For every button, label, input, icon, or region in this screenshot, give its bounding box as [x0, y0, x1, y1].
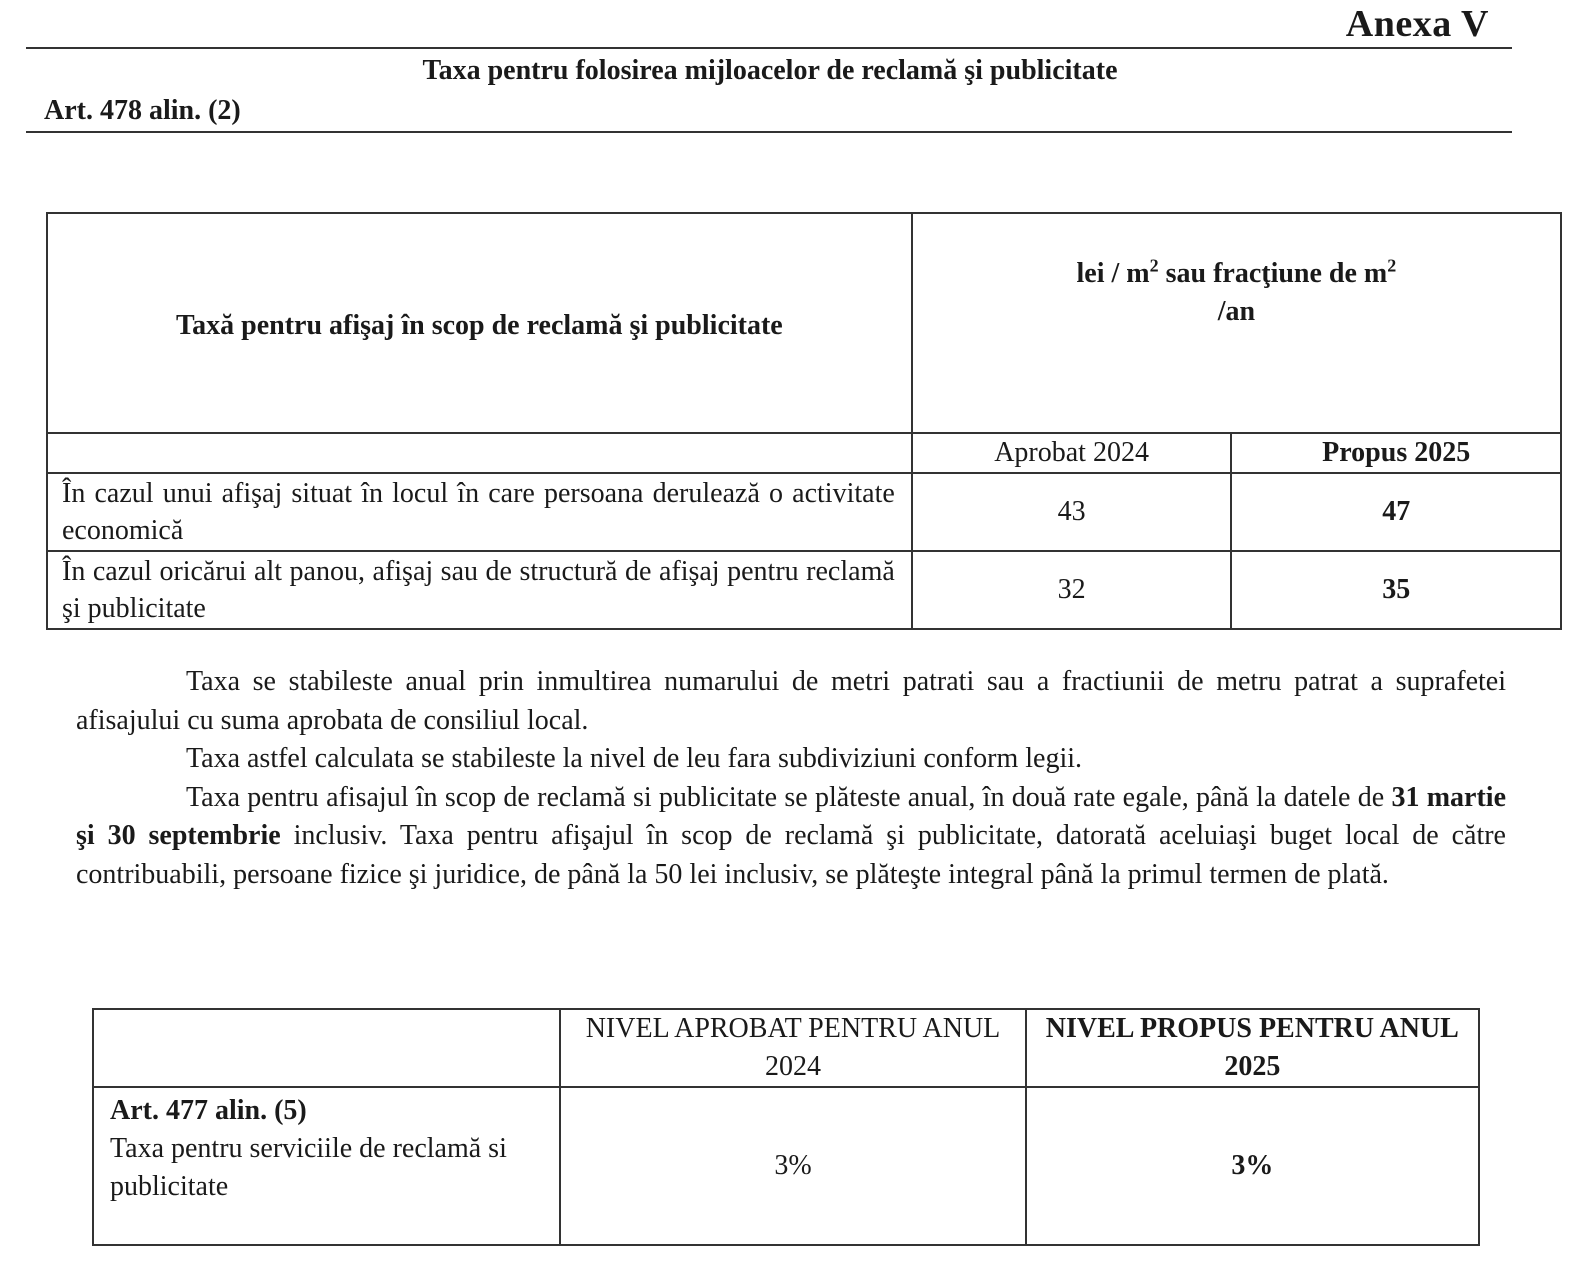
row-proposed-value: 35	[1231, 551, 1561, 629]
header-rule-bottom	[26, 131, 1512, 133]
article-reference: Art. 478 alin. (2)	[44, 95, 241, 126]
paragraph-payment	[76, 779, 1506, 895]
row-approved-value: 43	[912, 473, 1232, 551]
header-unit-sup2: 2	[1387, 255, 1397, 276]
header-unit-sup1: 2	[1149, 255, 1159, 276]
explanatory-text	[76, 663, 1506, 894]
col-proposed-header: NIVEL PROPUS PENTRU ANUL 2025	[1026, 1009, 1479, 1087]
header-rule-top	[26, 47, 1512, 49]
table-header-row	[93, 1009, 1479, 1087]
paragraph-rounding: Taxa astfel calculata se stabileste la nivel de leu fara subdiviziuni conform legii.	[186, 743, 1083, 774]
table-subheader-row	[47, 433, 1561, 473]
document-title: Taxa pentru folosirea mijloacelor de reclamă şi publicitate	[422, 55, 1118, 86]
row-article-ref: Art. 477 alin. (5)	[110, 1095, 307, 1126]
row-description: Taxa pentru serviciile de reclamă si publicitate	[110, 1133, 507, 1202]
row-label: În cazul oricărui alt panou, afişaj sau de structură de afişaj pentru reclamă şi publicitate	[47, 551, 912, 629]
header-unit-pre: lei / m	[1076, 258, 1150, 289]
col-approved-header: Aprobat 2024	[912, 433, 1232, 473]
col-proposed-header: Propus 2025	[1231, 433, 1561, 473]
services-tax-table	[92, 1008, 1480, 1246]
paragraph-payment-part2: inclusiv. Taxa pentru afişajul în scop de reclamă şi publicitate, datorată aceluiaşi buget local de către contribuabili, persoane fizice şi juridice, de până la 50 lei inclusiv, se plăteşte integral până la primul termen de plată.	[76, 820, 1506, 890]
table-header-row	[47, 213, 1561, 433]
annex-title: Anexa V	[1345, 3, 1489, 45]
col-approved-header: NIVEL APROBAT PENTRU ANUL 2024	[560, 1009, 1025, 1087]
table-row	[47, 473, 1561, 551]
header-unit-line2: /an	[1217, 296, 1256, 327]
header-unit	[912, 213, 1561, 433]
row-label: În cazul unui afişaj situat în locul în care persoana derulează o activitate economică	[47, 473, 912, 551]
row-label	[93, 1087, 560, 1245]
subheader-empty-cell	[47, 433, 912, 473]
header-unit-mid: sau fracţiune de m	[1158, 258, 1388, 289]
row-proposed-value: 47	[1231, 473, 1561, 551]
paragraph-payment-part1: Taxa pentru afisajul în scop de reclamă si publicitate se plăteste anual, în două rate egale, până la datele de	[186, 781, 1392, 813]
header-empty-cell	[93, 1009, 560, 1087]
paragraph-calculation: Taxa se stabileste anual prin inmultirea numarului de metri patrati sau a fractiunii de metru patrat a suprafetei afisajului cu suma aprobata de consiliul local.	[76, 666, 1506, 736]
row-approved-value: 3%	[560, 1087, 1025, 1245]
row-approved-value: 32	[912, 551, 1232, 629]
payment-deadlines: 31 martie şi 30 septembrie	[76, 781, 1506, 851]
table-row	[93, 1087, 1479, 1245]
header-description: Taxă pentru afişaj în scop de reclamă şi publicitate	[47, 213, 912, 433]
table-row	[47, 551, 1561, 629]
row-proposed-value: 3%	[1026, 1087, 1479, 1245]
display-tax-table	[46, 212, 1562, 630]
